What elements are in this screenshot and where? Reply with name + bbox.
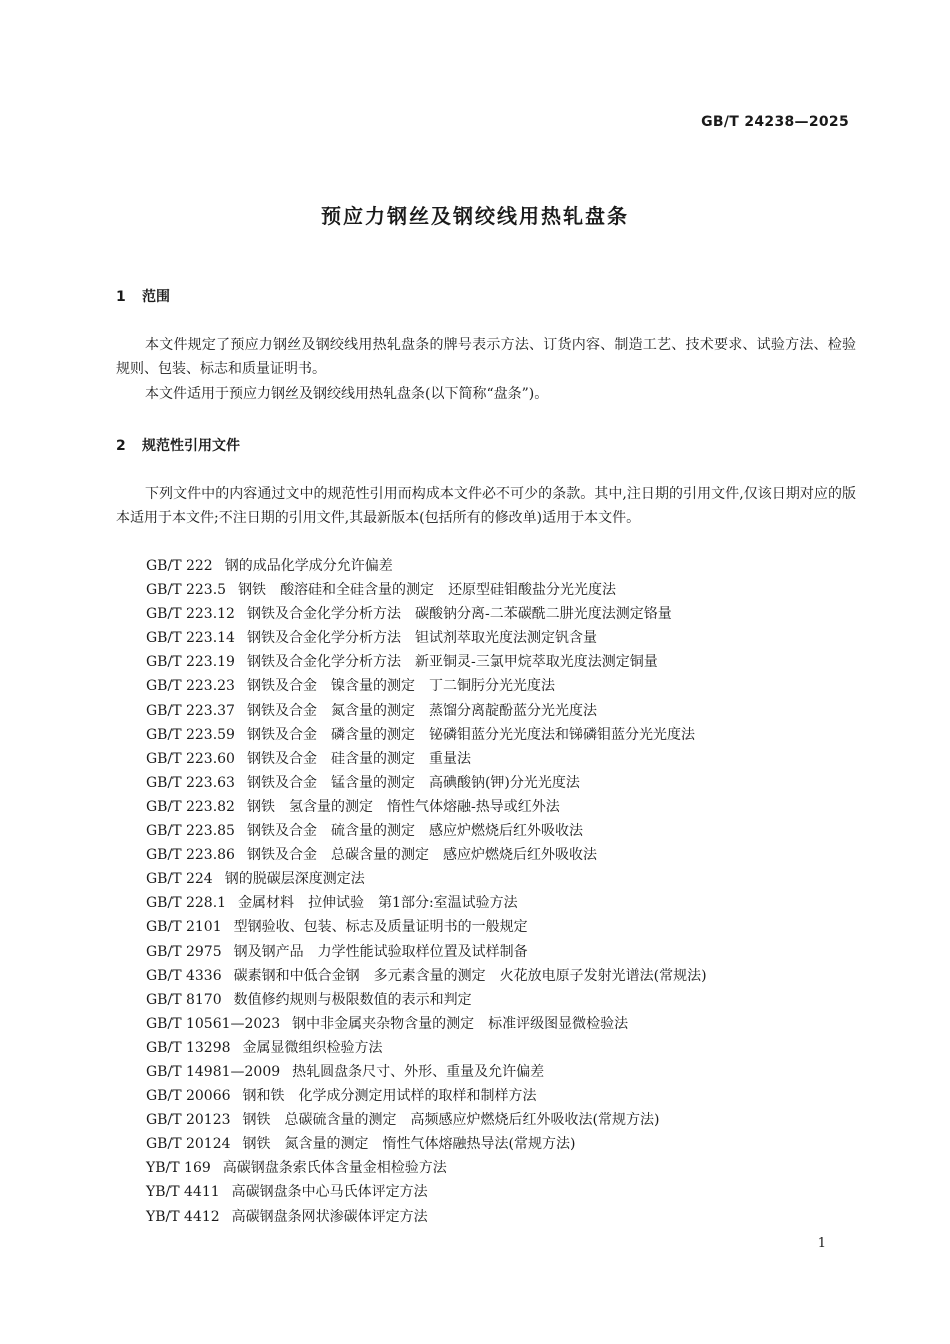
reference-item: [146, 650, 721, 674]
reference-title-segment: 惰性气体熔融-热导或红外法: [386, 798, 560, 815]
reference-title-segment: 钢铁及合金: [246, 678, 317, 695]
section-1-paragraph-2: 本文件适用于预应力钢丝及钢绞线用热轧盘条(以下简称“盘条”)。: [145, 386, 549, 402]
reference-code: GB/T 228.1: [146, 895, 227, 912]
reference-item: [146, 771, 721, 795]
reference-title-segment: 数值修约规则与极限数值的表示和判定: [233, 991, 472, 1008]
reference-title-segment: 金属显微组织检验方法: [242, 1039, 383, 1056]
reference-item: [146, 1060, 721, 1084]
reference-code: GB/T 223.60: [146, 750, 235, 767]
reference-title-segment: 钢铁及合金: [246, 847, 317, 864]
reference-title-segment: 硫含量的测定: [330, 823, 415, 840]
reference-title-segment: 钢铁: [246, 798, 275, 815]
reference-code: YB/T 169: [146, 1160, 211, 1177]
reference-item: [146, 626, 721, 650]
section-1-number: 1: [116, 289, 126, 305]
reference-title-segment: 钢中非金属夹杂物含量的测定: [292, 1015, 475, 1032]
section-2-heading: [116, 435, 240, 455]
reference-item: [146, 1084, 721, 1108]
reference-title-segment: 钢铁及合金化学分析方法: [246, 654, 401, 671]
reference-item: [146, 1205, 721, 1229]
reference-item: [146, 723, 721, 747]
reference-title-segment: 高频感应炉燃烧后红外吸收法(常规方法): [410, 1112, 660, 1129]
reference-code: GB/T 2975: [146, 943, 222, 960]
reference-title-segment: 钢铁及合金: [246, 774, 317, 791]
reference-code: GB/T 223.5: [146, 582, 227, 599]
reference-title-segment: 还原型硅钼酸盐分光光度法: [448, 582, 617, 599]
reference-title-segment: 硅含量的测定: [330, 750, 415, 767]
reference-title-segment: 拉伸试验: [308, 895, 365, 912]
reference-title-segment: 总碳硫含量的测定: [284, 1112, 397, 1129]
reference-title-segment: 高碳钢盘条网状渗碳体评定方法: [231, 1208, 428, 1225]
reference-title-segment: 型钢验收、包装、标志及质量证明书的一般规定: [233, 919, 528, 936]
reference-title-segment: 感应炉燃烧后红外吸收法: [442, 847, 597, 864]
reference-title-segment: 钢铁及合金: [246, 702, 317, 719]
reference-item: [146, 940, 721, 964]
reference-title-segment: 钢铁及合金: [246, 823, 317, 840]
reference-title-segment: 钢铁: [242, 1136, 271, 1153]
reference-title-segment: 钢铁及合金化学分析方法: [246, 606, 401, 623]
reference-title-segment: 酸溶硅和全硅含量的测定: [280, 582, 435, 599]
reference-item: [146, 964, 721, 988]
reference-title-segment: 氢含量的测定: [288, 798, 373, 815]
reference-code: YB/T 4411: [146, 1184, 220, 1201]
section-1-heading: [116, 286, 170, 306]
reference-item: [146, 1132, 721, 1156]
reference-title-segment: 高碘酸钠(钾)分光光度法: [428, 774, 580, 791]
reference-item: [146, 867, 721, 891]
reference-item: [146, 1156, 721, 1180]
reference-item: [146, 578, 721, 602]
section-1-paragraph-1: 本文件规定了预应力钢丝及钢绞线用热轧盘条的牌号表示方法、订货内容、制造工艺、技术要求、试验方法、检验规则、包装、标志和质量证明书。: [116, 337, 856, 378]
reference-title-segment: 钢铁及合金化学分析方法: [246, 630, 401, 647]
reference-title-segment: 镍含量的测定: [330, 678, 415, 695]
reference-item: [146, 674, 721, 698]
reference-code: GB/T 223.59: [146, 726, 235, 743]
reference-title-segment: 钢铁及合金: [246, 726, 317, 743]
reference-title-segment: 钢及钢产品: [233, 943, 304, 960]
reference-title-segment: 钢铁: [242, 1112, 271, 1129]
reference-title-segment: 金属材料: [238, 895, 295, 912]
reference-code: GB/T 223.23: [146, 678, 235, 695]
section-1-title: 范围: [142, 289, 170, 305]
reference-item: [146, 1180, 721, 1204]
reference-code: GB/T 223.12: [146, 606, 235, 623]
document-title: 预应力钢丝及钢绞线用热轧盘条: [321, 204, 629, 228]
reference-item: [146, 795, 721, 819]
reference-item: [146, 1036, 721, 1060]
reference-title-segment: 总碳含量的测定: [330, 847, 429, 864]
reference-code: GB/T 20124: [146, 1136, 231, 1153]
reference-title-segment: 钢铁: [238, 582, 267, 599]
reference-title-segment: 钢的成品化学成分允许偏差: [224, 558, 393, 574]
section-2-number: 2: [116, 438, 126, 454]
reference-title-segment: 多元素含量的测定: [373, 967, 486, 984]
reference-title-segment: 钢和铁: [242, 1088, 285, 1105]
page-number: 1: [817, 1236, 826, 1251]
reference-item: [146, 988, 721, 1012]
reference-title-segment: 铋磷钼蓝分光光度法和锑磷钼蓝分光光度法: [428, 726, 695, 743]
reference-code: GB/T 10561—2023: [146, 1015, 281, 1032]
reference-code: GB/T 223.14: [146, 630, 235, 647]
reference-title-segment: 力学性能试验取样位置及试样制备: [317, 943, 528, 960]
reference-title-segment: 磷含量的测定: [330, 726, 415, 743]
reference-code: GB/T 13298: [146, 1039, 231, 1056]
reference-code: GB/T 224: [146, 871, 213, 888]
reference-title-segment: 重量法: [428, 750, 471, 767]
reference-item: [146, 843, 721, 867]
reference-code: GB/T 2101: [146, 919, 222, 936]
reference-title-segment: 钽试剂萃取光度法测定钒含量: [414, 630, 597, 647]
reference-item: [146, 554, 721, 578]
reference-code: YB/T 4412: [146, 1208, 220, 1225]
reference-item: [146, 602, 721, 626]
reference-item: [146, 891, 721, 915]
reference-title-segment: 蒸馏分离靛酚蓝分光光度法: [428, 702, 597, 719]
reference-code: GB/T 223.37: [146, 702, 235, 719]
reference-code: GB/T 222: [146, 558, 213, 574]
reference-item: [146, 1108, 721, 1132]
reference-code: GB/T 20066: [146, 1088, 231, 1105]
reference-title-segment: 热轧圆盘条尺寸、外形、重量及允许偏差: [292, 1063, 545, 1080]
reference-item: [146, 915, 721, 939]
reference-code: GB/T 223.82: [146, 798, 235, 815]
reference-code: GB/T 223.85: [146, 823, 235, 840]
reference-item: [146, 819, 721, 843]
reference-title-segment: 高碳钢盘条中心马氏体评定方法: [231, 1184, 428, 1201]
reference-code: GB/T 20123: [146, 1112, 231, 1129]
reference-title-segment: 氮含量的测定: [330, 702, 415, 719]
reference-code: GB/T 223.86: [146, 847, 235, 864]
reference-title-segment: 第1部分:室温试验方法: [378, 895, 518, 912]
reference-title-segment: 钢的脱碳层深度测定法: [224, 871, 365, 888]
reference-title-segment: 氮含量的测定: [284, 1136, 369, 1153]
reference-title-segment: 钢铁及合金: [246, 750, 317, 767]
reference-code: GB/T 4336: [146, 967, 222, 984]
reference-item: [146, 1012, 721, 1036]
normative-reference-list: [146, 554, 721, 1229]
reference-title-segment: 标准评级图显微检验法: [488, 1015, 629, 1032]
reference-title-segment: 火花放电原子发射光谱法(常规法): [499, 967, 707, 984]
reference-title-segment: 高碳钢盘条索氏体含量金相检验方法: [222, 1160, 447, 1177]
reference-code: GB/T 223.19: [146, 654, 235, 671]
reference-title-segment: 丁二铜肟分光光度法: [428, 678, 555, 695]
standard-number: GB/T 24238—2025: [701, 114, 849, 130]
reference-item: [146, 699, 721, 723]
reference-title-segment: 新亚铜灵-三氯甲烷萃取光度法测定铜量: [414, 654, 658, 671]
reference-title-segment: 碳素钢和中低合金钢: [233, 967, 360, 984]
section-2-paragraph-1: 下列文件中的内容通过文中的规范性引用而构成本文件必不可少的条款。其中,注日期的引用文件,仅该日期对应的版本适用于本文件;不注日期的引用文件,其最新版本(包括所有的修改单)适用于本文件。: [116, 486, 856, 527]
reference-title-segment: 碳酸钠分离-二苯碳酰二肼光度法测定铬量: [414, 606, 672, 623]
reference-code: GB/T 223.63: [146, 774, 235, 791]
reference-item: [146, 747, 721, 771]
reference-title-segment: 感应炉燃烧后红外吸收法: [428, 823, 583, 840]
reference-title-segment: 化学成分测定用试样的取样和制样方法: [298, 1088, 537, 1105]
reference-code: GB/T 14981—2009: [146, 1063, 281, 1080]
reference-title-segment: 锰含量的测定: [330, 774, 415, 791]
section-2-title: 规范性引用文件: [142, 438, 240, 454]
reference-code: GB/T 8170: [146, 991, 222, 1008]
reference-title-segment: 惰性气体熔融热导法(常规方法): [382, 1136, 576, 1153]
